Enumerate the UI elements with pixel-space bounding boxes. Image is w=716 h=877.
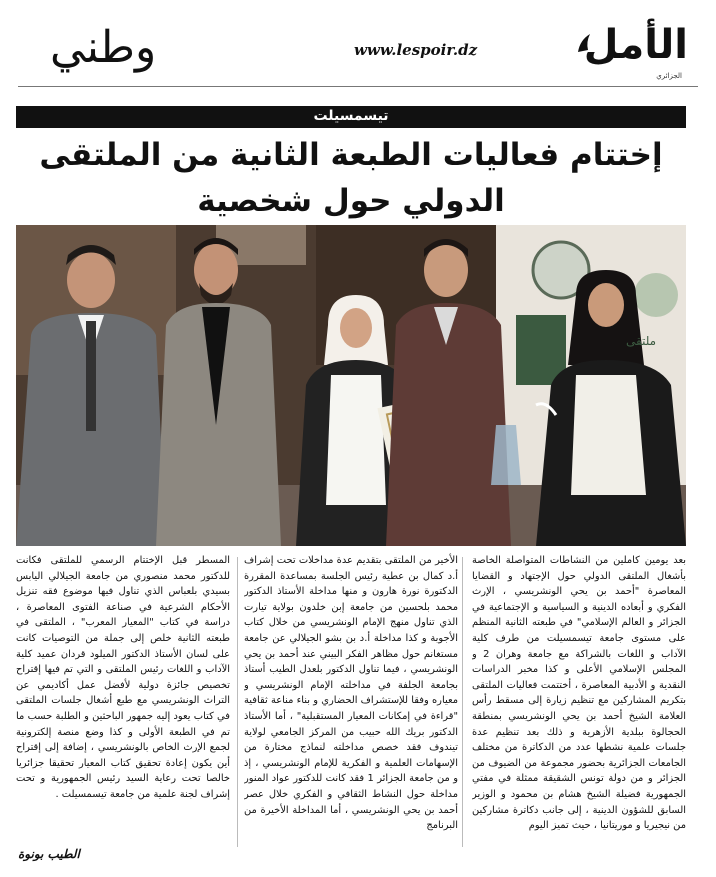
article-column-2: الأخير من الملتقى بتقديم عدة مداخلات تحت إشراف أ.د كمال بن عطية رئيس الجلسة بمساعدة المقررة الدكتورة نورة هارون و منها مداخلة الأستاذ الدكتور محمد بلحسين من جامعة إبن خلدون بولاية تيارت الذي تناول منهج الإمام الونشريسي من خلال كتاب الأجوبة و كذا مداخلة أ.د بن بشو الجيلالي عن جامعة مستغانم حول مظاهر الفكر البيني عند أحمد بن يحي الونشريسي ، فيما تناول الدكتور بلعدل الطيب أستاذ بجامعة الجلفة في مداخلته الإمام الونشريسي و معياره وفقا للإستشراف الحضاري و بناء مناعة ثقافية "قراءة في إمكانات المعيار المستقبلية" ، أما الأستاذ الدكتور بريك الله حبيب من المركز الجامعي لولاية تيندوف فقد خصص مداخلته لنماذج مختارة من الإسهامات العلمية و الفكرية للإمام الونشريسي ، إذ و من جامعة الجزائر 1 فقد كانت للدكتور عواد المنور مداخلة حول النشاط الثقافي و الفكري خلال عصر أحمد بن يحي الونشريسي ، أما المداخلة الأخيرة من البرنامج bbox=[244, 555, 458, 832]
photo-illustration bbox=[16, 225, 686, 546]
website-url[interactable]: www.lespoir.dz bbox=[354, 41, 478, 59]
section-title-watani: وطني bbox=[50, 22, 157, 73]
section-label: تيسمسيلت bbox=[313, 108, 389, 124]
column-divider bbox=[237, 557, 238, 847]
banner-word: ملتقى bbox=[626, 334, 657, 348]
section-bar bbox=[16, 106, 686, 128]
logo-text: الأمل bbox=[583, 22, 688, 68]
article-photo bbox=[16, 225, 686, 546]
masthead bbox=[0, 0, 716, 86]
headline-line-1: إختتام فعاليات الطبعة الثانية من الملتقى الدولي حول شخصية bbox=[39, 137, 663, 219]
newspaper-logo bbox=[572, 22, 702, 82]
article-column-3: المسطر قبل الإختتام الرسمي للملتقى فكانت للدكتور محمد منصوري من جامعة الجيلالي اليابس بسيدي بلعباس الذي تناول فيها موضوع فقه تنزيل الأحكام الشرعية في صناعة الفتوى المعاصرة ، دراسة في كتاب "المعيار المعرب" ، الملتقى في طبعته الثانية خلص إلى جملة من التوصيات كانت على لسان الأستاذ الدكتور الميلود قردان عميد كلية الآداب و اللغات رئيس الملتقى و التي تم فيها إقتراح تخصيص جائزة دولية لأفضل عمل أكاديمي عن التراث الونشريسي مع طبع أشغال جلسات الملتقى في كتاب يعود إليه جمهور الباحثين و الطلبة حسب ما تم في الطبعة الأولى و كذا وضع منصة إلكترونية لجمع الإرث الخاص بالونشريسي ، إضافة إلى إقتراح أين يكون إعادة تحقيق كتاب المعيار تحقيقا جزائريا خالصا تحت رعاية السيد رئيس الجمهورية و تحت إشراف لجنة علمية من جامعة تيسمسيلت . bbox=[16, 555, 230, 800]
column-divider bbox=[462, 557, 463, 847]
header-divider bbox=[18, 86, 698, 87]
article-column-1: بعد يومين كاملين من النشاطات المتواصلة الخاصة بأشغال الملتقى الدولي حول الإجتهاد و القضايا المعاصرة "أحمد بن يحي الونشريسي ، الإرث الفكري و أبعاده الدينية و السياسية و الإجتماعية في الجزائر و العالم الإسلامي" في طبعته الثانية المنظم على مستوى جامعة تيسمسيلت من طرف كلية الآداب و اللغات بالشراكة مع جامعة وهران 2 و المجلس الإسلامي الأعلى و كذا مخبر الدراسات النقدية و الأدبية المعاصرة ، أختتمت فعاليات الملتقى بتكريم المشاركين مع تنظيم زيارة إلى مسقط رأس العلامة الشيخ أحمد بن يحي الونشريسي بمنطقة الحجالوة ببلدية الأزهرية و ذلك بعد تنظيم عدة جلسات علمية نشطها عدد من الدكاترة من مختلف الجامعات الجزائرية بحضور مجموعة من الضيوف من الجزائر و من دولة تونس الشقيقة ممثلة في مفتي الجمهورية فضيلة الشيخ هشام بن محمود و الوزير السابق للشؤون الدينية ، إلى جانب دكاترة مشاركين من نيجيريا و موريتانيا ، حيث تميز اليوم bbox=[472, 555, 686, 832]
logo-subtitle: الجزائري bbox=[656, 72, 682, 80]
author-byline: الطيب بونوة bbox=[18, 847, 80, 861]
article-body bbox=[16, 553, 686, 853]
